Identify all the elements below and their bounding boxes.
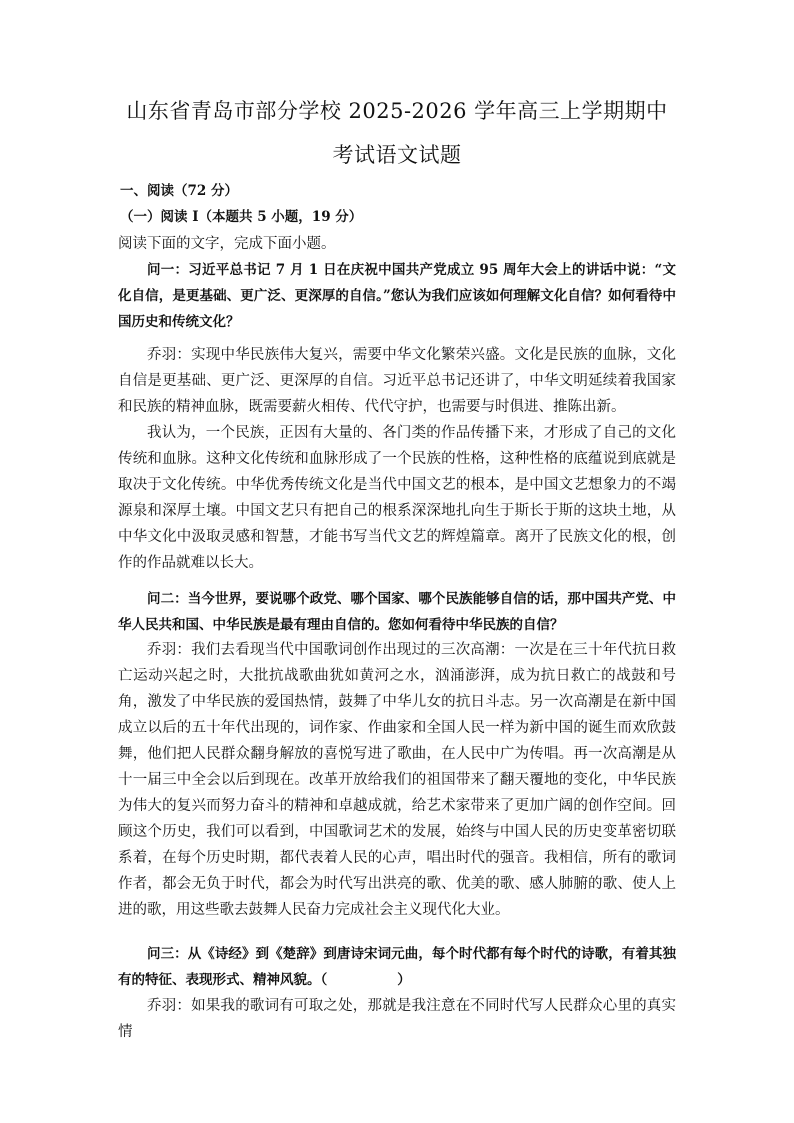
question-3-text: 问三：从《诗经》到《楚辞》到唐诗宋词元曲，每个时代都有每个时代的诗歌，有着其独有的特征、表现形式、精神风貌。（: [118, 946, 676, 988]
answer-1-paragraph-2: 我认为，一个民族，正因有大量的、各门类的作品传播下来，才形成了自己的文化传统和血脉。这种文化传统和血脉形成了一个民族的性格，这种性格的底蕴说到底就是取决于文化传统。中华优秀传统文化是当代中国文艺的根本，是中国文艺想象力的不竭源泉和深厚土壤。中国文艺只有把自己的根系深深地扎向生于斯长于斯的这块土地，从中华文化中汲取灵感和智慧，才能书写当代文艺的辉煌篇章。离开了民族文化的根，创作的作品就难以长大。: [118, 425, 676, 571]
section-heading: 一、阅读（72 分）: [120, 183, 238, 199]
question-1: 问一：习近平总书记 7 月 1 日在庆祝中国共产党成立 95 周年大会上的讲话中说：“文化自信，是更基础、更广泛、更深厚的自信。”您认为我们应该如何理解文化自信？如何看待中国历史和传统文化？: [118, 262, 676, 330]
title-line-2: 考试语文试题: [332, 143, 462, 167]
instruction: 阅读下面的文字，完成下面小题。: [118, 236, 336, 252]
subsection-heading: （一）阅读 I（本题共 5 小题，19 分）: [120, 209, 363, 225]
question-3-close: ）: [397, 972, 411, 988]
question-3: [118, 941, 676, 993]
question-2: 问二：当今世界，要说哪个政党、哪个国家、哪个民族能够自信的话，那中国共产党、中华人民共和国、中华民族是最有理由自信的。您如何看待中华民族的自信？: [118, 591, 676, 633]
title-line-1: 山东省青岛市部分学校 2025-2026 学年高三上学期期中: [126, 99, 668, 123]
answer-3: 乔羽：如果我的歌词有可取之处，那就是我注意在不同时代写人民群众心里的真实情: [118, 998, 676, 1040]
answer-1-paragraph-1: 乔羽：实现中华民族伟大复兴，需要中华文化繁荣兴盛。文化是民族的血脉，文化自信是更基础、更广泛、更深厚的自信。习近平总书记还讲了，中华文明延续着我国家和民族的精神血脉，既需要薪火相传、代代守护，也需要与时俱进、推陈出新。: [118, 347, 676, 415]
answer-2: 乔羽：我们去看现当代中国歌词创作出现过的三次高潮：一次是在三十年代抗日救亡运动兴起之时，大批抗战歌曲犹如黄河之水，汹涌澎湃，成为抗日救亡的战鼓和号角，激发了中华民族的爱国热情，鼓舞了中华儿女的抗日斗志。另一次高潮是在新中国成立以后的五十年代出现的，词作家、作曲家和全国人民一样为新中国的诞生而欢欣鼓舞，他们把人民群众翻身解放的喜悦写进了歌曲，在人民中广为传唱。再一次高潮是从十一届三中全会以后到现在。改革开放给我们的祖国带来了翻天覆地的变化，中华民族为伟大的复兴而努力奋斗的精神和卓越成就，给艺术家带来了更加广阔的创作空间。回顾这个历史，我们可以看到，中国歌词艺术的发展，始终与中国人民的历史变革密切联系着，在每个历史时期，都代表着人民的心声，唱出时代的强音。我相信，所有的歌词作者，都会无负于时代，都会为时代写出洪亮的歌、优美的歌、感人肺腑的歌、使人上进的歌，用这些歌去鼓舞人民奋力完成社会主义现代化大业。: [118, 642, 676, 918]
